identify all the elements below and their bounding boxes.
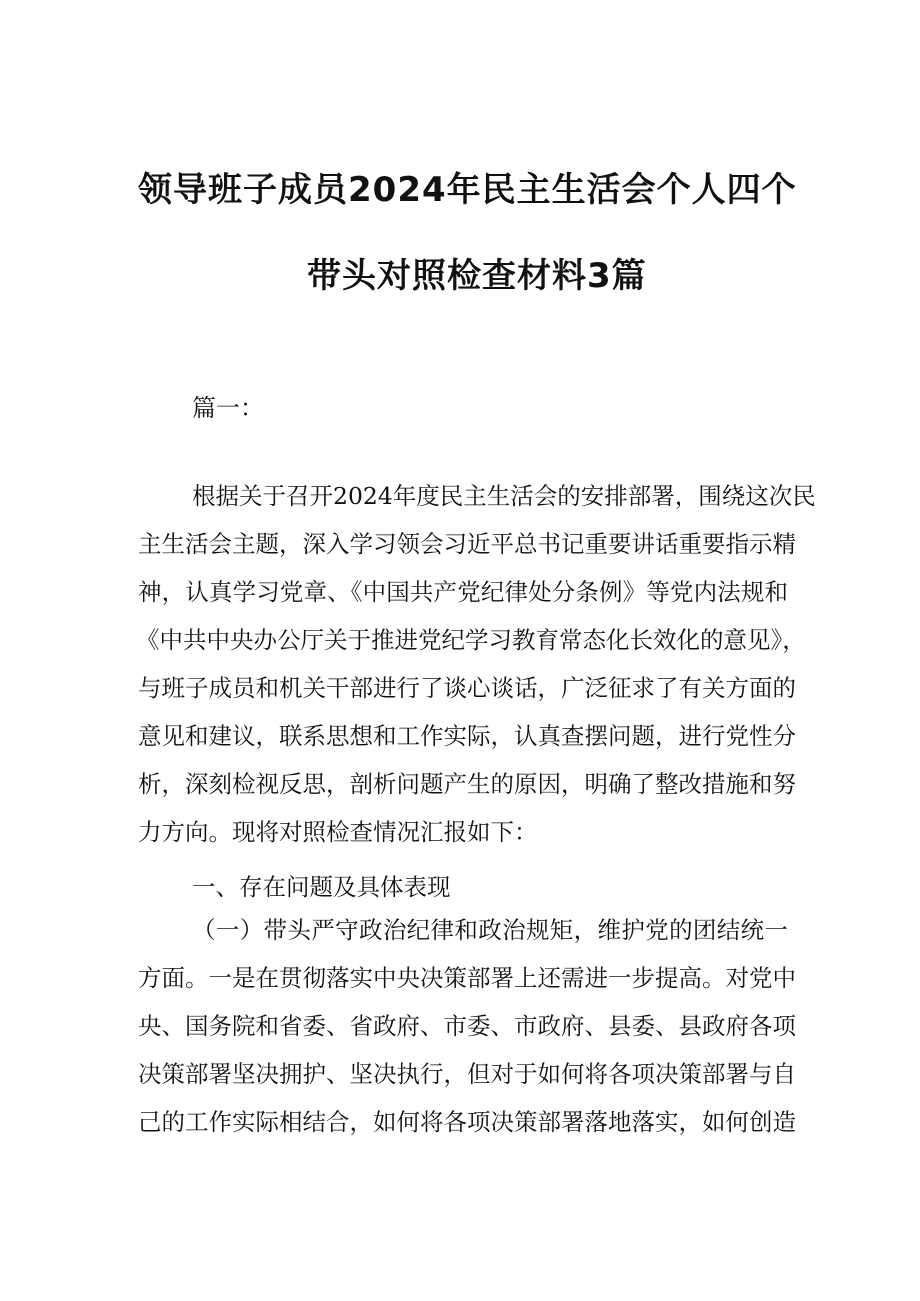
paragraph-2-line: 方面。一是在贯彻落实中央决策部署上还需进一步提高。对党中: [138, 964, 796, 992]
paragraph-1-line: 力方向。现将对照检查情况汇报如下：: [138, 818, 538, 846]
paragraph-1-line: 意见和建议，联系思想和工作实际，认真查摆问题，进行党性分: [138, 722, 796, 750]
document-title-line-2: 带头对照检查材料3篇: [307, 256, 647, 296]
paragraph-1-line: 《中共中央办公厅关于推进党纪学习教育常态化长效化的意见》，: [136, 626, 806, 654]
paragraph-2-line: 己的工作实际相结合，如何将各项决策部署落地落实，如何创造: [138, 1108, 796, 1136]
paragraph-2-line: 决策部署坚决拥护、坚决执行，但对于如何将各项决策部署与自: [138, 1060, 796, 1088]
paragraph-2-line: 央、国务院和省委、省政府、市委、市政府、县委、县政府各项: [138, 1012, 796, 1040]
paragraph-1-line: 主生活会主题，深入学习领会习近平总书记重要讲话重要指示精: [138, 530, 796, 558]
document-title-line-1: 领导班子成员2024年民主生活会个人四个: [138, 170, 797, 210]
paragraph-2-line: （一）带头严守政治纪律和政治规矩，维护党的团结统一: [192, 916, 788, 944]
paragraph-1-line: 根据关于召开2024年度民主生活会的安排部署，围绕这次民: [192, 482, 816, 510]
paragraph-1-line: 析，深刻检视反思，剖析问题产生的原因，明确了整改措施和努: [138, 770, 796, 798]
paragraph-1-line: 与班子成员和机关干部进行了谈心谈话，广泛征求了有关方面的: [138, 674, 796, 702]
section-label: 篇一：: [192, 394, 264, 422]
section-heading: 一、存在问题及具体表现: [192, 873, 451, 901]
paragraph-1-line: 神，认真学习党章、《中国共产党纪律处分条例》等党内法规和: [138, 578, 788, 606]
